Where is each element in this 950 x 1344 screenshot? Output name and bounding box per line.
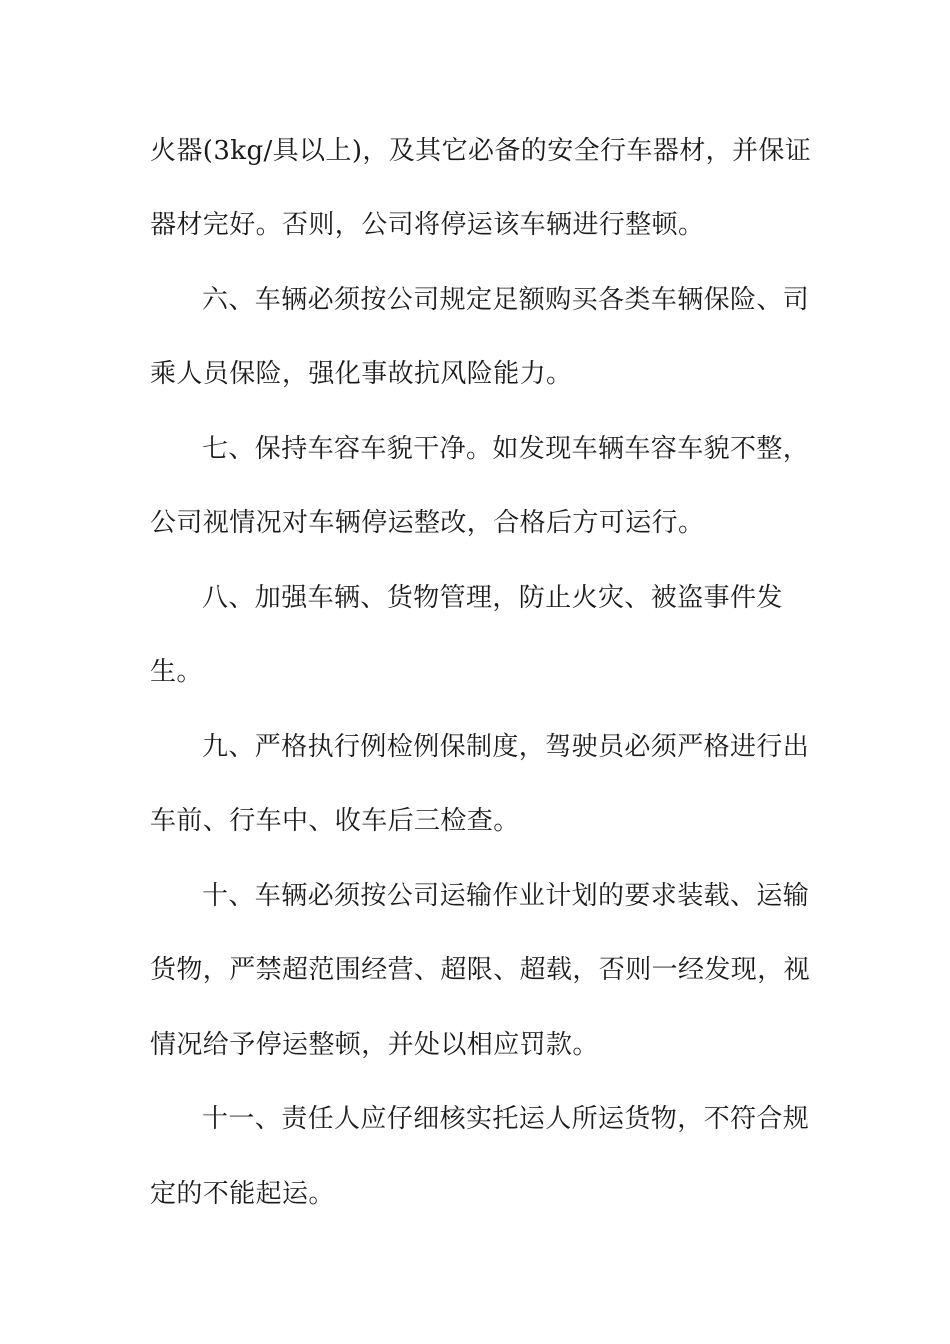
paragraph-10-line-1: 十、车辆必须按公司运输作业计划的要求装载、运输	[202, 881, 810, 911]
paragraph-5-line-2: 火器(3kg/具以上)，及其它必备的安全行车器材，并保证	[150, 136, 812, 166]
paragraph-7-line-1: 七、保持车容车貌干净。如发现车辆车容车貌不整，	[202, 434, 810, 464]
paragraph-5-line-3: 器材完好。否则，公司将停运该车辆进行整顿。	[150, 210, 705, 240]
paragraph-7-line-2: 公司视情况对车辆停运整改，合格后方可运行。	[150, 508, 705, 538]
paragraph-6-line-1: 六、车辆必须按公司规定足额购买各类车辆保险、司	[202, 285, 810, 315]
paragraph-9-line-2: 车前、行车中、收车后三检查。	[150, 806, 520, 836]
paragraph-10-line-3: 情况给予停运整顿，并处以相应罚款。	[150, 1030, 599, 1060]
paragraph-8-line-2: 生。	[150, 657, 203, 687]
paragraph-11-line-1: 十一、责任人应仔细核实托运人所运货物，不符合规	[202, 1104, 810, 1134]
paragraph-10-line-2: 货物，严禁超范围经营、超限、超载，否则一经发现，视	[150, 955, 811, 985]
paragraph-9-line-1: 九、严格执行例检例保制度，驾驶员必须严格进行出	[202, 732, 810, 762]
paragraph-8-line-1: 八、加强车辆、货物管理，防止火灾、被盗事件发	[202, 583, 783, 613]
paragraph-6-line-2: 乘人员保险，强化事故抗风险能力。	[150, 359, 573, 389]
paragraph-11-line-2: 定的不能起运。	[150, 1179, 335, 1209]
